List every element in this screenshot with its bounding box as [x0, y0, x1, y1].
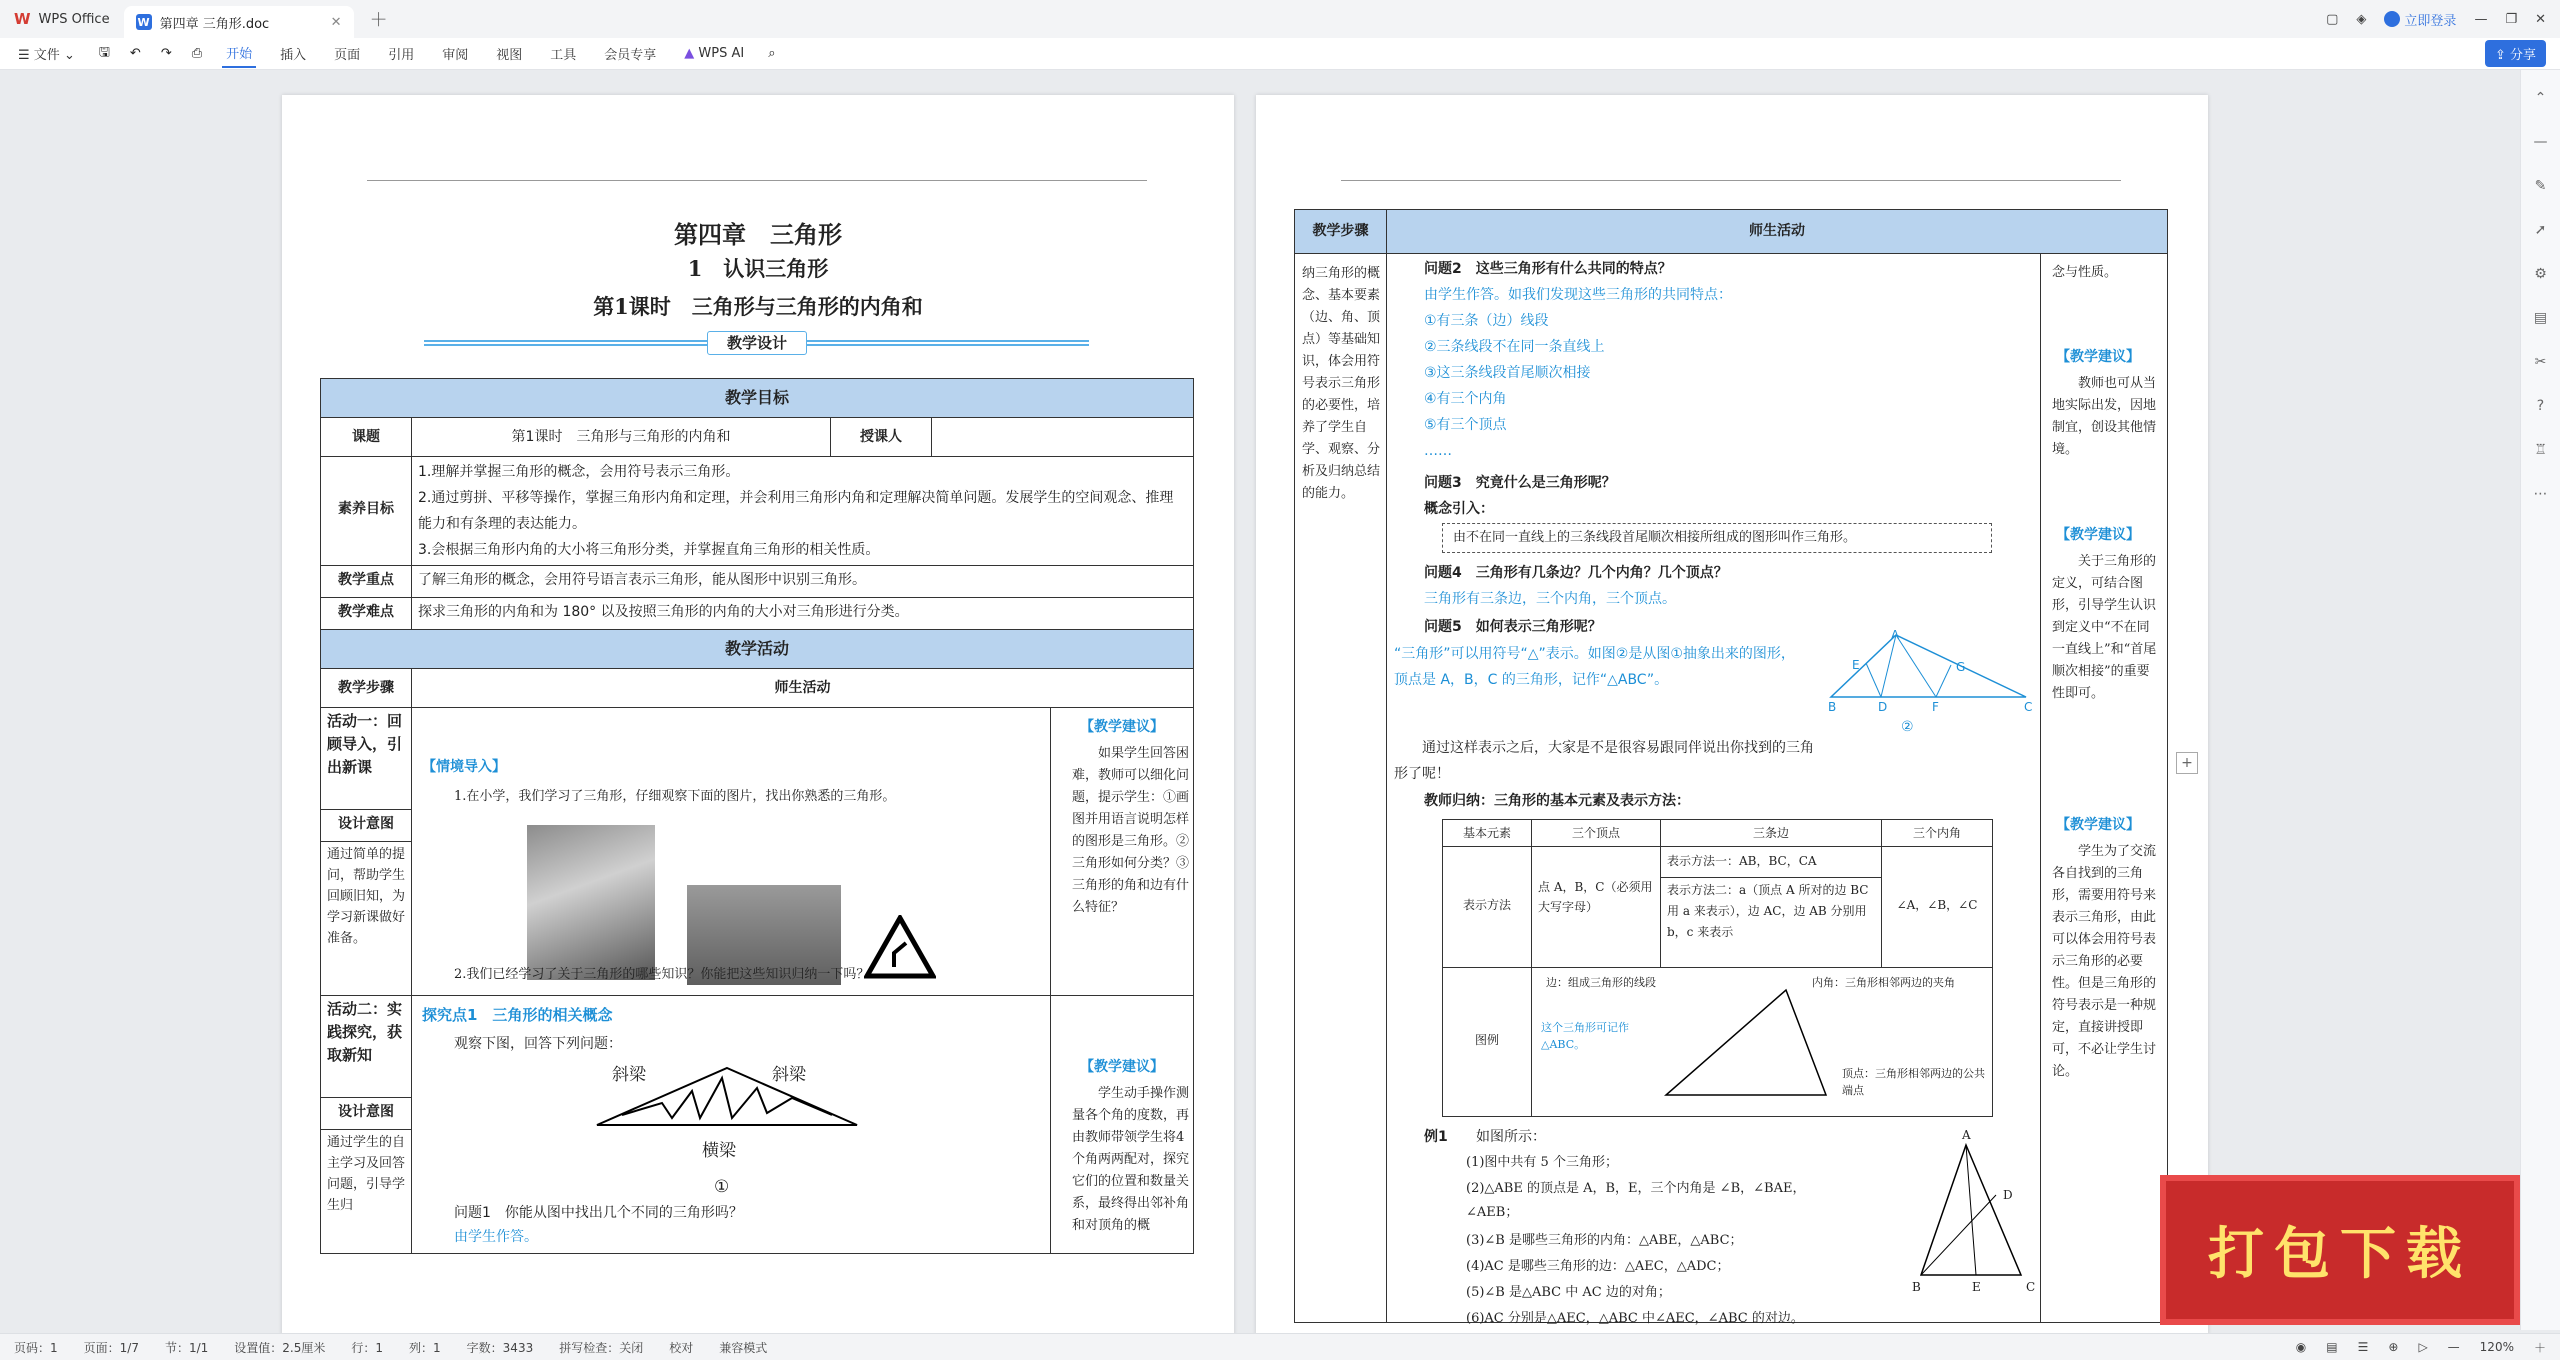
problem3: 问题3 究竟什么是三角形呢？ — [1424, 475, 1616, 491]
teacher-value — [931, 417, 1194, 457]
play-icon[interactable]: ▷ — [2418, 1340, 2428, 1354]
example-line: (6)AC 分别是△AEC，△ABC 中∠AEC，∠ABC 的对边。 — [1466, 1311, 1804, 1326]
problem4: 问题4 三角形有几条边？几个内角？几个顶点？ — [1424, 565, 1728, 581]
nandian-value: 探求三角形的内角和为 180° 以及按照三角形的内角的大小对三角形进行分类。 — [411, 597, 1194, 630]
roof-label: 横梁 — [702, 1141, 736, 1161]
design2-label: 设计意图 — [320, 1097, 412, 1130]
zoom-level[interactable]: 120% — [2479, 1340, 2514, 1354]
title-bar — [0, 0, 2560, 38]
table-vertex: 点 A，B，C（必须用大写字母） — [1531, 846, 1661, 968]
answer2: 由学生作答。如我们发现这些三角形的共同特点： — [1424, 287, 1732, 303]
app-name: WPS Office — [38, 11, 110, 27]
tab-review[interactable]: 审阅 — [442, 48, 469, 63]
zoom-out-icon[interactable]: — — [2447, 1340, 2460, 1354]
status-row: 行：1 — [351, 1340, 384, 1355]
ai-icon: ▲ — [684, 46, 695, 61]
table-edge2: 表示方法二：a（顶点 A 所对的边 BC 用 a 来表示），边 AC，边 AB 分别用 b，c 来表示 — [1660, 877, 1882, 968]
warning-sign-icon — [864, 915, 936, 979]
point-label: C — [2024, 700, 2033, 714]
suggestion-heading: 【教学建议】 — [2056, 349, 2140, 365]
problem5: 问题5 如何表示三角形呢？ — [1424, 619, 1602, 635]
point-label: E — [1852, 658, 1860, 672]
nandian-label: 教学难点 — [320, 597, 412, 630]
step-label: 教学步骤 — [1294, 209, 1387, 254]
point-label: E — [1972, 1280, 1981, 1294]
paragraph: 通过这样表示之后，大家是不是很容易跟同伴说出你找到的三角形了呢！ — [1394, 740, 1814, 782]
chapter-title: 第四章 三角形 — [674, 220, 842, 249]
tab-tools[interactable]: 工具 — [550, 48, 577, 63]
close-tab-icon[interactable]: ✕ — [330, 14, 342, 30]
figure-note: 内角：三角形相邻两边的夹角 — [1812, 976, 1955, 989]
design-text: 纳三角形的概念、基本要素（边、角、顶点）等基础知识，体会用符号表示三角形的必要性，培养了学生自学、观察、分析及归纳总结的能力。 — [1302, 266, 1381, 501]
answer1: 由学生作答。 — [454, 1229, 538, 1245]
goal-header: 教学目标 — [320, 378, 1194, 418]
status-words[interactable]: 字数：3433 — [466, 1340, 534, 1355]
point-label: D — [2003, 1188, 2013, 1202]
shirt-icon[interactable]: ♖ — [2534, 442, 2547, 458]
table-header: 三个内角 — [1881, 819, 1993, 847]
print-icon[interactable]: ⎙ — [191, 46, 203, 61]
suggestion-text: 关于三角形的定义，可结合图形，引导学生认识到定义中“不在同一直线上”和“首尾顺次相接”的重要性即可。 — [2052, 554, 2157, 701]
ribbon-menu — [0, 38, 2560, 70]
suggestion2-text: 学生动手操作测量各个角的度数，再由教师带领学生将4个角两两配对，探究它们的位置和数量关系，最终得出邻补角和对顶角的概 — [1072, 1086, 1190, 1233]
web-view-icon[interactable]: ⊕ — [2388, 1340, 2399, 1354]
new-tab-icon[interactable]: ＋ — [369, 10, 388, 31]
suggestion-tail: 念与性质。 — [2052, 265, 2118, 280]
wps-ai-button[interactable] — [680, 42, 748, 65]
question1: 1.在小学，我们学习了三角形，仔细观察下面的图片，找出你熟悉的三角形。 — [454, 789, 896, 804]
restore-icon[interactable]: ❐ — [2505, 11, 2518, 27]
point-label: A — [1962, 1128, 1971, 1142]
login-label: 立即登录 — [2404, 13, 2457, 29]
point-label: F — [1932, 700, 1939, 714]
triangle-abc-figure — [1656, 975, 1836, 1110]
building-photo — [527, 825, 655, 980]
suggestion2-heading: 【教学建议】 — [1080, 1059, 1164, 1075]
tab-view[interactable]: 视图 — [496, 48, 523, 63]
design1-text: 通过简单的提问，帮助学生回顾旧知，为学习新课做好准备。 — [320, 841, 412, 996]
activity-header: 教学活动 — [320, 629, 1194, 669]
ke-value: 第1课时 三角形与三角形的内角和 — [411, 417, 831, 457]
zoom-in-icon[interactable]: ＋ — [2533, 1340, 2546, 1355]
explore1-heading: 探究点1 三角形的相关概念 — [422, 1006, 613, 1024]
wps-home-tab[interactable] — [0, 0, 124, 38]
tab-reference[interactable]: 引用 — [388, 48, 415, 63]
suggestion-heading: 【教学建议】 — [2056, 817, 2140, 833]
concept-label: 概念引入： — [1424, 501, 1494, 517]
roof-label: 斜梁 — [772, 1065, 806, 1085]
point-label: B — [1912, 1280, 1921, 1294]
problem2: 问题2 这些三角形有什么共同的特点？ — [1424, 261, 1672, 277]
example-line: (1)图中共有 5 个三角形； — [1466, 1155, 1618, 1170]
roof-label: 斜梁 — [612, 1065, 646, 1085]
teacher-label: 授课人 — [830, 417, 932, 457]
download-promo-banner[interactable]: 打包下载 — [2160, 1175, 2520, 1325]
status-section: 节：1/1 — [164, 1340, 209, 1355]
answer4: 三角形有三条边，三个内角，三个顶点。 — [1424, 591, 1676, 607]
status-setting: 设置值：2.5厘米 — [234, 1340, 326, 1355]
status-compat: 兼容模式 — [719, 1340, 768, 1355]
page-2 — [1256, 95, 2208, 1333]
section-title: 1 认识三角形 — [687, 256, 829, 281]
eye-icon[interactable]: ◉ — [2295, 1340, 2307, 1354]
goal-item: 1.理解并掌握三角形的概念，会用符号表示三角形。 — [418, 464, 740, 480]
table-header: 基本元素 — [1442, 819, 1532, 847]
search-icon[interactable]: ⌕ — [768, 46, 776, 61]
status-pages[interactable]: 页面：1/7 — [83, 1340, 139, 1355]
table-angle: ∠A，∠B，∠C — [1881, 846, 1993, 968]
feature-item: ②三条线段不在同一条直线上 — [1424, 339, 1605, 355]
table-header: 三条边 — [1660, 819, 1882, 847]
figure-note: 边：组成三角形的线段 — [1546, 976, 1656, 989]
status-col: 列：1 — [409, 1340, 441, 1355]
suyang-label: 素养目标 — [320, 456, 412, 566]
design-badge: 教学设计 — [707, 331, 807, 355]
point-label: A — [1891, 628, 1900, 642]
design2-text: 通过学生的自主学习及回答问题，引导学生归 — [320, 1129, 412, 1254]
pen-icon[interactable]: ✎ — [2534, 178, 2547, 194]
figure-note: 这个三角形可记作△ABC。 — [1541, 1021, 1629, 1051]
ai-label: WPS AI — [698, 46, 745, 61]
observe-text: 观察下图，回答下列问题： — [454, 1036, 622, 1052]
minus-icon[interactable]: — — [2533, 134, 2548, 150]
document-tab[interactable] — [124, 6, 354, 38]
header-line — [367, 180, 1147, 181]
status-page: 页码：1 — [14, 1340, 58, 1355]
goals-cell — [411, 456, 1194, 566]
doc-tab-title: 第四章 三角形.doc — [159, 16, 270, 32]
header-line — [1341, 180, 2121, 181]
suggestion-heading: 【教学建议】 — [2056, 527, 2140, 543]
feature-item: ⑤有三个顶点 — [1424, 417, 1507, 433]
ke-label: 课题 — [320, 417, 412, 457]
zhongdian-value: 了解三角形的概念，会用符号语言表示三角形，能从图形中识别三角形。 — [411, 565, 1194, 598]
point-label: D — [1878, 700, 1888, 714]
point-label: B — [1828, 700, 1837, 714]
table-header: 三个顶点 — [1531, 819, 1661, 847]
definition-box: 由不在同一直线上的三条线段首尾顺次相接所组成的图形叫作三角形。 — [1442, 523, 1992, 553]
add-comment-icon[interactable]: + — [2176, 752, 2198, 774]
redo-icon[interactable]: ↷ — [160, 46, 172, 61]
right-sidebar — [2520, 70, 2560, 1330]
tab-home[interactable]: 开始 — [222, 39, 256, 68]
summary-label: 教师归纳：三角形的基本元素及表示方法： — [1424, 793, 1690, 809]
zhongdian-label: 教学重点 — [320, 565, 412, 598]
status-spell[interactable]: 拼写检查：关闭 — [559, 1340, 644, 1355]
question2: 2.我们已经学习了关于三角形的哪些知识？你能把这些知识归纳一下吗？ — [454, 967, 870, 982]
example-intro: 如图所示： — [1476, 1129, 1546, 1145]
point-label: G — [1956, 660, 1966, 674]
example-line: (4)AC 是哪些三角形的边：△AEC，△ADC； — [1466, 1259, 1730, 1274]
problem1: 问题1 你能从图中找出几个不同的三角形吗？ — [454, 1205, 743, 1221]
page-1 — [282, 95, 1234, 1333]
window-close-icon[interactable]: ✕ — [2535, 11, 2546, 27]
word-doc-icon: W — [137, 15, 150, 29]
file-menu[interactable]: ☰ 文件 ⌄ — [18, 48, 75, 63]
design1-label: 设计意图 — [320, 809, 412, 842]
login-button[interactable] — [2384, 10, 2456, 29]
example-line: (5)∠B 是△ABC 中 AC 边的对角； — [1466, 1285, 1671, 1300]
layout-icon[interactable]: ▢ — [2326, 11, 2339, 27]
suggestion-text: 教师也可从当地实际出发，因地制宜，创设其他情境。 — [2052, 376, 2157, 457]
teach-label: 师生活动 — [1386, 209, 2168, 254]
tools-icon[interactable]: ✂ — [2534, 354, 2547, 370]
feature-item: …… — [1424, 443, 1452, 459]
suggestion-text: 学生为了交流各自找到的三角形，需要用符号来表示三角形，由此可以体会用符号表示三角形的必要性。但是三角形的符号表示是一种规定，直接讲授即可，不必让学生讨论。 — [2052, 844, 2157, 1079]
example-triangle-figure — [1916, 1135, 2026, 1285]
lesson-title: 第1课时 三角形与三角形的内角和 — [593, 294, 923, 319]
feature-item: ③这三条线段首尾顺次相接 — [1424, 365, 1591, 381]
teach-label: 师生活动 — [411, 668, 1194, 708]
figure-note: 顶点：三角形相邻两边的公共端点 — [1842, 1067, 1985, 1097]
share-button[interactable]: ⇪ 分享 — [2485, 40, 2546, 67]
more-icon[interactable]: ⋯ — [2533, 486, 2548, 502]
activity1-label: 活动一：回顾导入，引出新课 — [320, 707, 412, 810]
user-avatar-icon — [2384, 11, 2400, 27]
feature-item: ④有三个内角 — [1424, 391, 1507, 407]
page-view-icon[interactable]: ▤ — [2326, 1340, 2338, 1354]
tab-insert[interactable]: 插入 — [280, 48, 307, 63]
undo-icon[interactable]: ↶ — [129, 46, 141, 61]
help-icon[interactable]: ? — [2536, 398, 2545, 414]
intro-heading: 【情境导入】 — [422, 759, 506, 775]
activity2-label: 活动二：实践探究，获取新知 — [320, 995, 412, 1098]
table-edge1: 表示方法一：AB，BC，CA — [1660, 846, 1882, 878]
style-icon[interactable]: ▤ — [2533, 310, 2548, 326]
cube-icon[interactable]: ◈ — [2356, 11, 2367, 27]
point-label: C — [2026, 1280, 2036, 1294]
example-label: 例1 — [1424, 1129, 1448, 1145]
settings-icon[interactable]: ⚙ — [2534, 266, 2547, 282]
status-proof[interactable]: 校对 — [669, 1340, 694, 1355]
example-line: (2)△ABE 的顶点是 A，B，E，三个内角是 ∠B，∠BAE，∠AEB； — [1466, 1181, 1806, 1220]
file-label: 文件 — [33, 48, 60, 63]
collapse-icon[interactable]: ⌃ — [2534, 90, 2547, 106]
tab-member[interactable]: 会员专享 — [604, 48, 657, 63]
table-fig-label: 图例 — [1442, 967, 1532, 1117]
status-bar — [0, 1333, 2560, 1360]
figure-number: ① — [714, 1177, 730, 1197]
goal-item: 3.会根据三角形内角的大小将三角形分类，并掌握直角三角形的相关性质。 — [418, 542, 880, 558]
goal-item: 2.通过剪拼、平移等操作，掌握三角形内角和定理，并会利用三角形内角和定理解决简单问题。发展学生的空间观念、推理能力和有条理的表达能力。 — [418, 490, 1174, 532]
suggestion1-heading: 【教学建议】 — [1080, 719, 1164, 735]
wps-logo-icon: W — [14, 10, 31, 28]
minimize-icon[interactable]: — — [2474, 11, 2488, 27]
suggestion1-text: 如果学生回答困难，教师可以细化问题，提示学生：①画图并用语言说明怎样的图形是三角形。②三角形如何分类？③三角形的角和边有什么特征？ — [1072, 746, 1190, 915]
example-line: (3)∠B 是哪些三角形的内角：△ABE，△ABC； — [1466, 1233, 1743, 1248]
tab-page[interactable]: 页面 — [334, 48, 361, 63]
select-icon[interactable]: ➚ — [2534, 222, 2547, 238]
document-canvas — [0, 70, 2520, 1333]
step-label: 教学步骤 — [320, 668, 412, 708]
answer5: “三角形”可以用符号“△”表示。如图②是从图①抽象出来的图形，顶点是 A，B，C 的三角形，记作“△ABC”。 — [1394, 646, 1795, 688]
outline-icon[interactable]: ☰ — [2357, 1340, 2369, 1354]
table-row-label: 表示方法 — [1442, 846, 1532, 968]
feature-item: ①有三条（边）线段 — [1424, 313, 1549, 329]
share-label: 分享 — [2509, 48, 2536, 63]
figure-number: ② — [1901, 719, 1914, 735]
save-icon[interactable]: 🖫 — [98, 44, 110, 60]
